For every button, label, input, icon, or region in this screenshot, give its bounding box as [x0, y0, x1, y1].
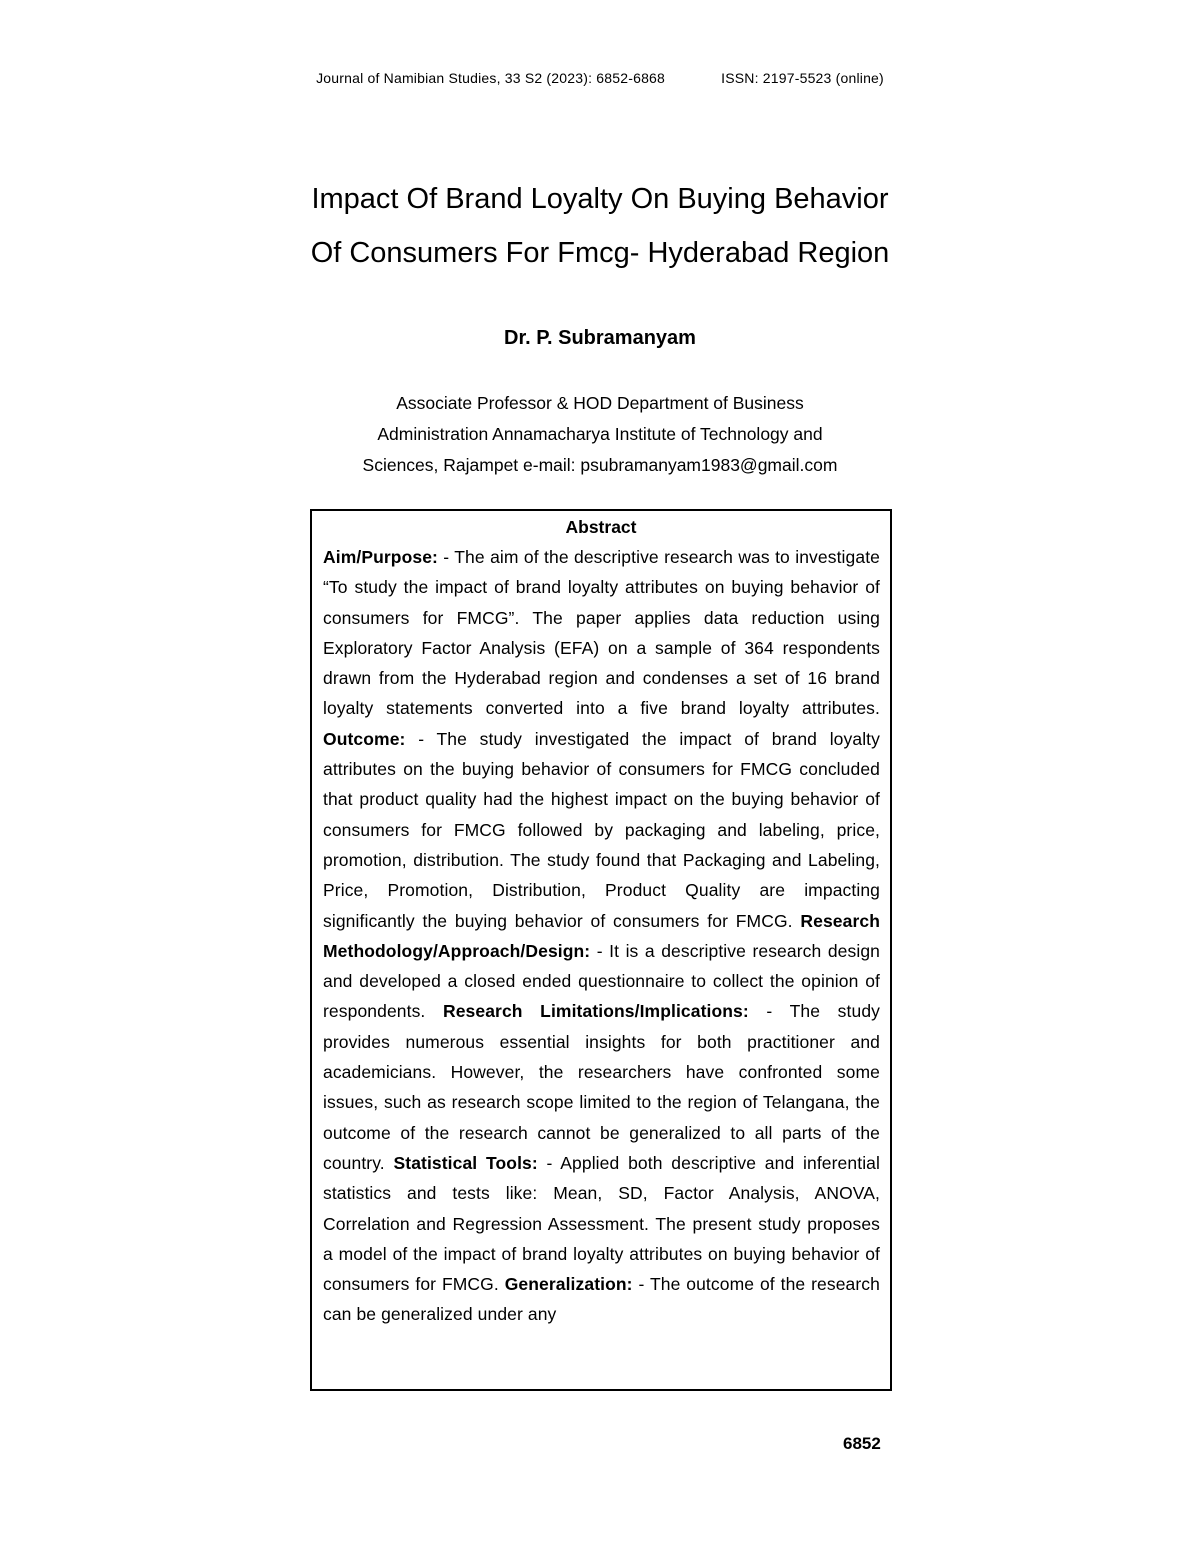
running-header	[0, 70, 1200, 86]
aim-label: Aim/Purpose:	[323, 547, 438, 567]
author-name: Dr. P. Subramanyam	[504, 327, 696, 349]
paper-title	[0, 172, 1200, 280]
abstract-box	[310, 509, 892, 1391]
limitations-text: - The study provides numerous essential insights for both practitioner and academicians. However, the researchers have confronted some issues, such as research scope limited to the region of Telangana, the outcome of the research cannot be generalized to all parts of the country.	[323, 1001, 880, 1173]
affiliation-line-2: Administration Annamacharya Institute of Technology and	[377, 424, 823, 444]
abstract-body	[323, 542, 880, 1330]
methodology-text: - It is a descriptive research design and developed a closed ended questionnaire to collect the opinion of respondents.	[323, 940, 880, 1022]
methodology-label: Research Methodology/Approach/Design:	[323, 910, 880, 961]
generalization-label: Generalization:	[504, 1274, 633, 1295]
title-line-2: Of Consumers For Fmcg- Hyderabad Region	[310, 237, 890, 269]
affiliation-line-1: Associate Professor & HOD Department of Business	[396, 393, 804, 413]
tools-text: - Applied both descriptive and inferential statistics and tests like: Mean, SD, Factor Analysis, ANOVA, Correlation and Regression Assessment. The present study proposes a model of the impact of brand loyalty attributes on buying behavior of consumers for FMCG.	[323, 1152, 880, 1295]
limitations-label: Research Limitations/Implications:	[442, 1001, 749, 1022]
tools-label: Statistical Tools:	[393, 1152, 538, 1173]
page-number: 6852	[843, 1434, 881, 1453]
abstract-heading: Abstract	[565, 517, 637, 537]
outcome-label: Outcome:	[323, 728, 406, 749]
journal-citation: Journal of Namibian Studies, 33 S2 (2023): 6852-6868	[316, 70, 666, 86]
title-line-1: Impact Of Brand Loyalty On Buying Behavior	[311, 183, 889, 215]
affiliation-line-3: Sciences, Rajampet e-mail: psubramanyam1983@gmail.com	[362, 455, 838, 475]
aim-text: - The aim of the descriptive research was to investigate “To study the impact of brand loyalty attributes on buying behavior of consumers for FMCG”. The paper applies data reduction using Exploratory Factor Analysis (EFA) on a sample of 364 respondents drawn from the Hyderabad region and condenses a set of 16 brand loyalty statements converted into a five brand loyalty attributes.	[323, 547, 880, 719]
outcome-text: - The study investigated the impact of brand loyalty attributes on the buying behavior of consumers for FMCG concluded that product quality had the highest impact on the buying behavior of consumers for FMCG followed by packaging and labeling, price, promotion, distribution. The study found that Packaging and Labeling, Price, Promotion, Distribution, Product Quality are impacting significantly the buying behavior of consumers for FMCG.	[323, 728, 880, 931]
generalization-text: - The outcome of the research can be generalized under any	[323, 1274, 880, 1325]
issn: ISSN: 2197-5523 (online)	[721, 70, 884, 86]
author-affiliation	[0, 388, 1200, 481]
